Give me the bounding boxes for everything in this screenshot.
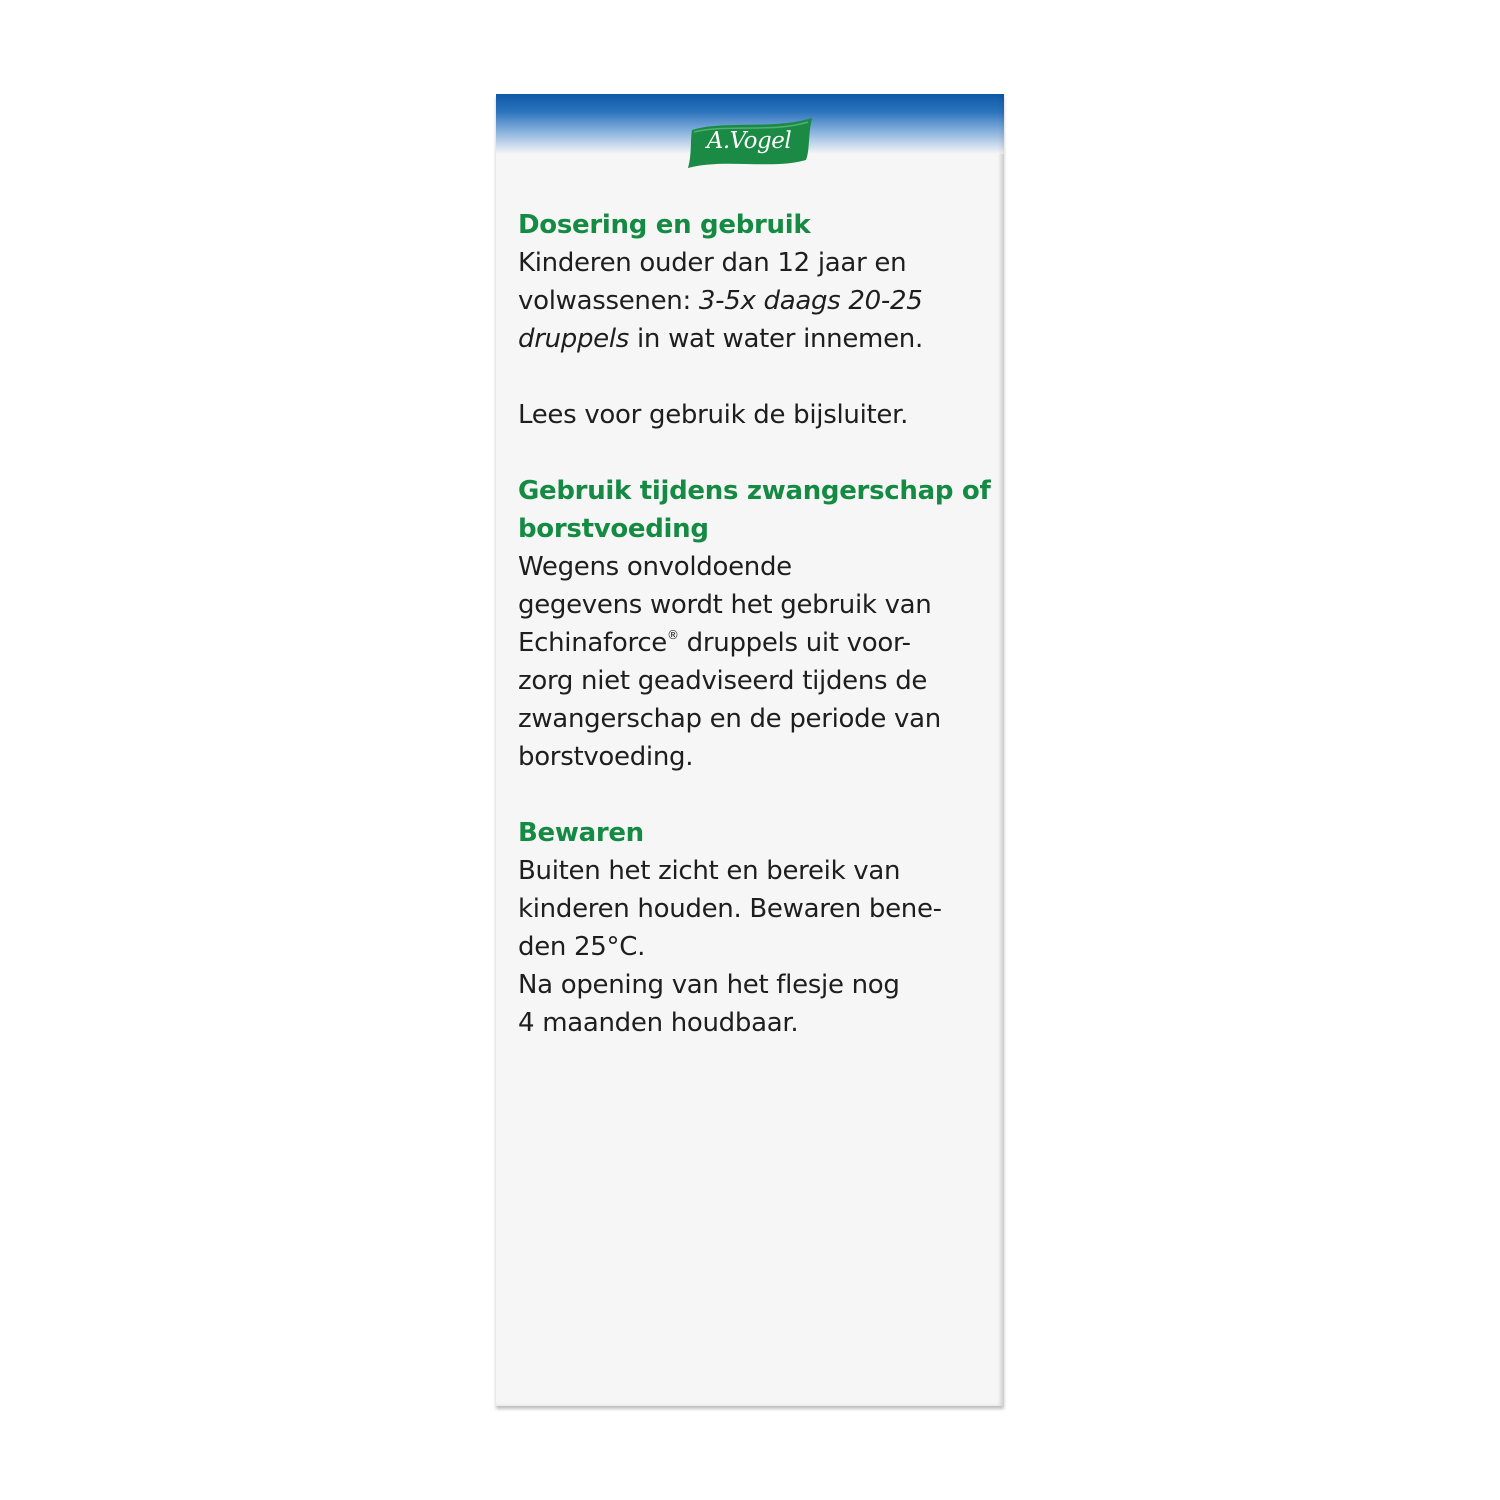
registered-mark: ®	[667, 628, 679, 642]
spacer	[518, 434, 978, 472]
dosage-unit: druppels	[518, 324, 630, 354]
panel-edge-shade	[998, 94, 1004, 1406]
pregnancy-text: druppels uit voor-	[678, 628, 911, 658]
pregnancy-text-line: borstvoeding.	[518, 742, 694, 772]
pregnancy-heading: borstvoeding	[518, 514, 709, 544]
panel-content	[518, 206, 991, 1042]
storage-heading: Bewaren	[518, 818, 644, 848]
dosage-text-line: Kinderen ouder dan 12 jaar en	[518, 248, 907, 278]
pregnancy-text-line: zorg niet geadviseerd tijdens de	[518, 666, 928, 696]
dosage-text: volwassenen:	[518, 286, 699, 316]
spacer	[518, 358, 978, 396]
dosage-text: in wat water innemen.	[629, 324, 923, 354]
storage-text-line: Na opening van het flesje nog	[518, 970, 900, 1000]
storage-text-line: kinderen houden. Bewaren bene-	[518, 894, 942, 924]
pregnancy-text-line: gegevens wordt het gebruik van	[518, 590, 932, 620]
storage-text-line: den 25°C.	[518, 932, 646, 962]
logo-text: A.Vogel	[706, 128, 792, 154]
pregnancy-text-line: zwangerschap en de periode van	[518, 704, 941, 734]
product-name: Echinaforce	[518, 628, 668, 658]
storage-text-line: 4 maanden houdbaar.	[518, 1008, 799, 1038]
package-side-panel	[496, 94, 1004, 1406]
pregnancy-heading: Gebruik tijdens zwangerschap of	[518, 476, 991, 506]
dosage-text-line	[518, 282, 978, 320]
pregnancy-text-line: Wegens onvoldoende	[518, 552, 792, 582]
dosage-text-line	[518, 320, 978, 358]
dosage-heading: Dosering en gebruik	[518, 210, 811, 240]
dosage-amount: 3-5x daags 20-25	[698, 286, 923, 316]
leaflet-note: Lees voor gebruik de bijsluiter.	[518, 400, 909, 430]
pregnancy-text-line	[518, 624, 978, 662]
spacer	[518, 776, 978, 814]
storage-text-line: Buiten het zicht en bereik van	[518, 856, 901, 886]
avogel-logo	[684, 116, 818, 170]
